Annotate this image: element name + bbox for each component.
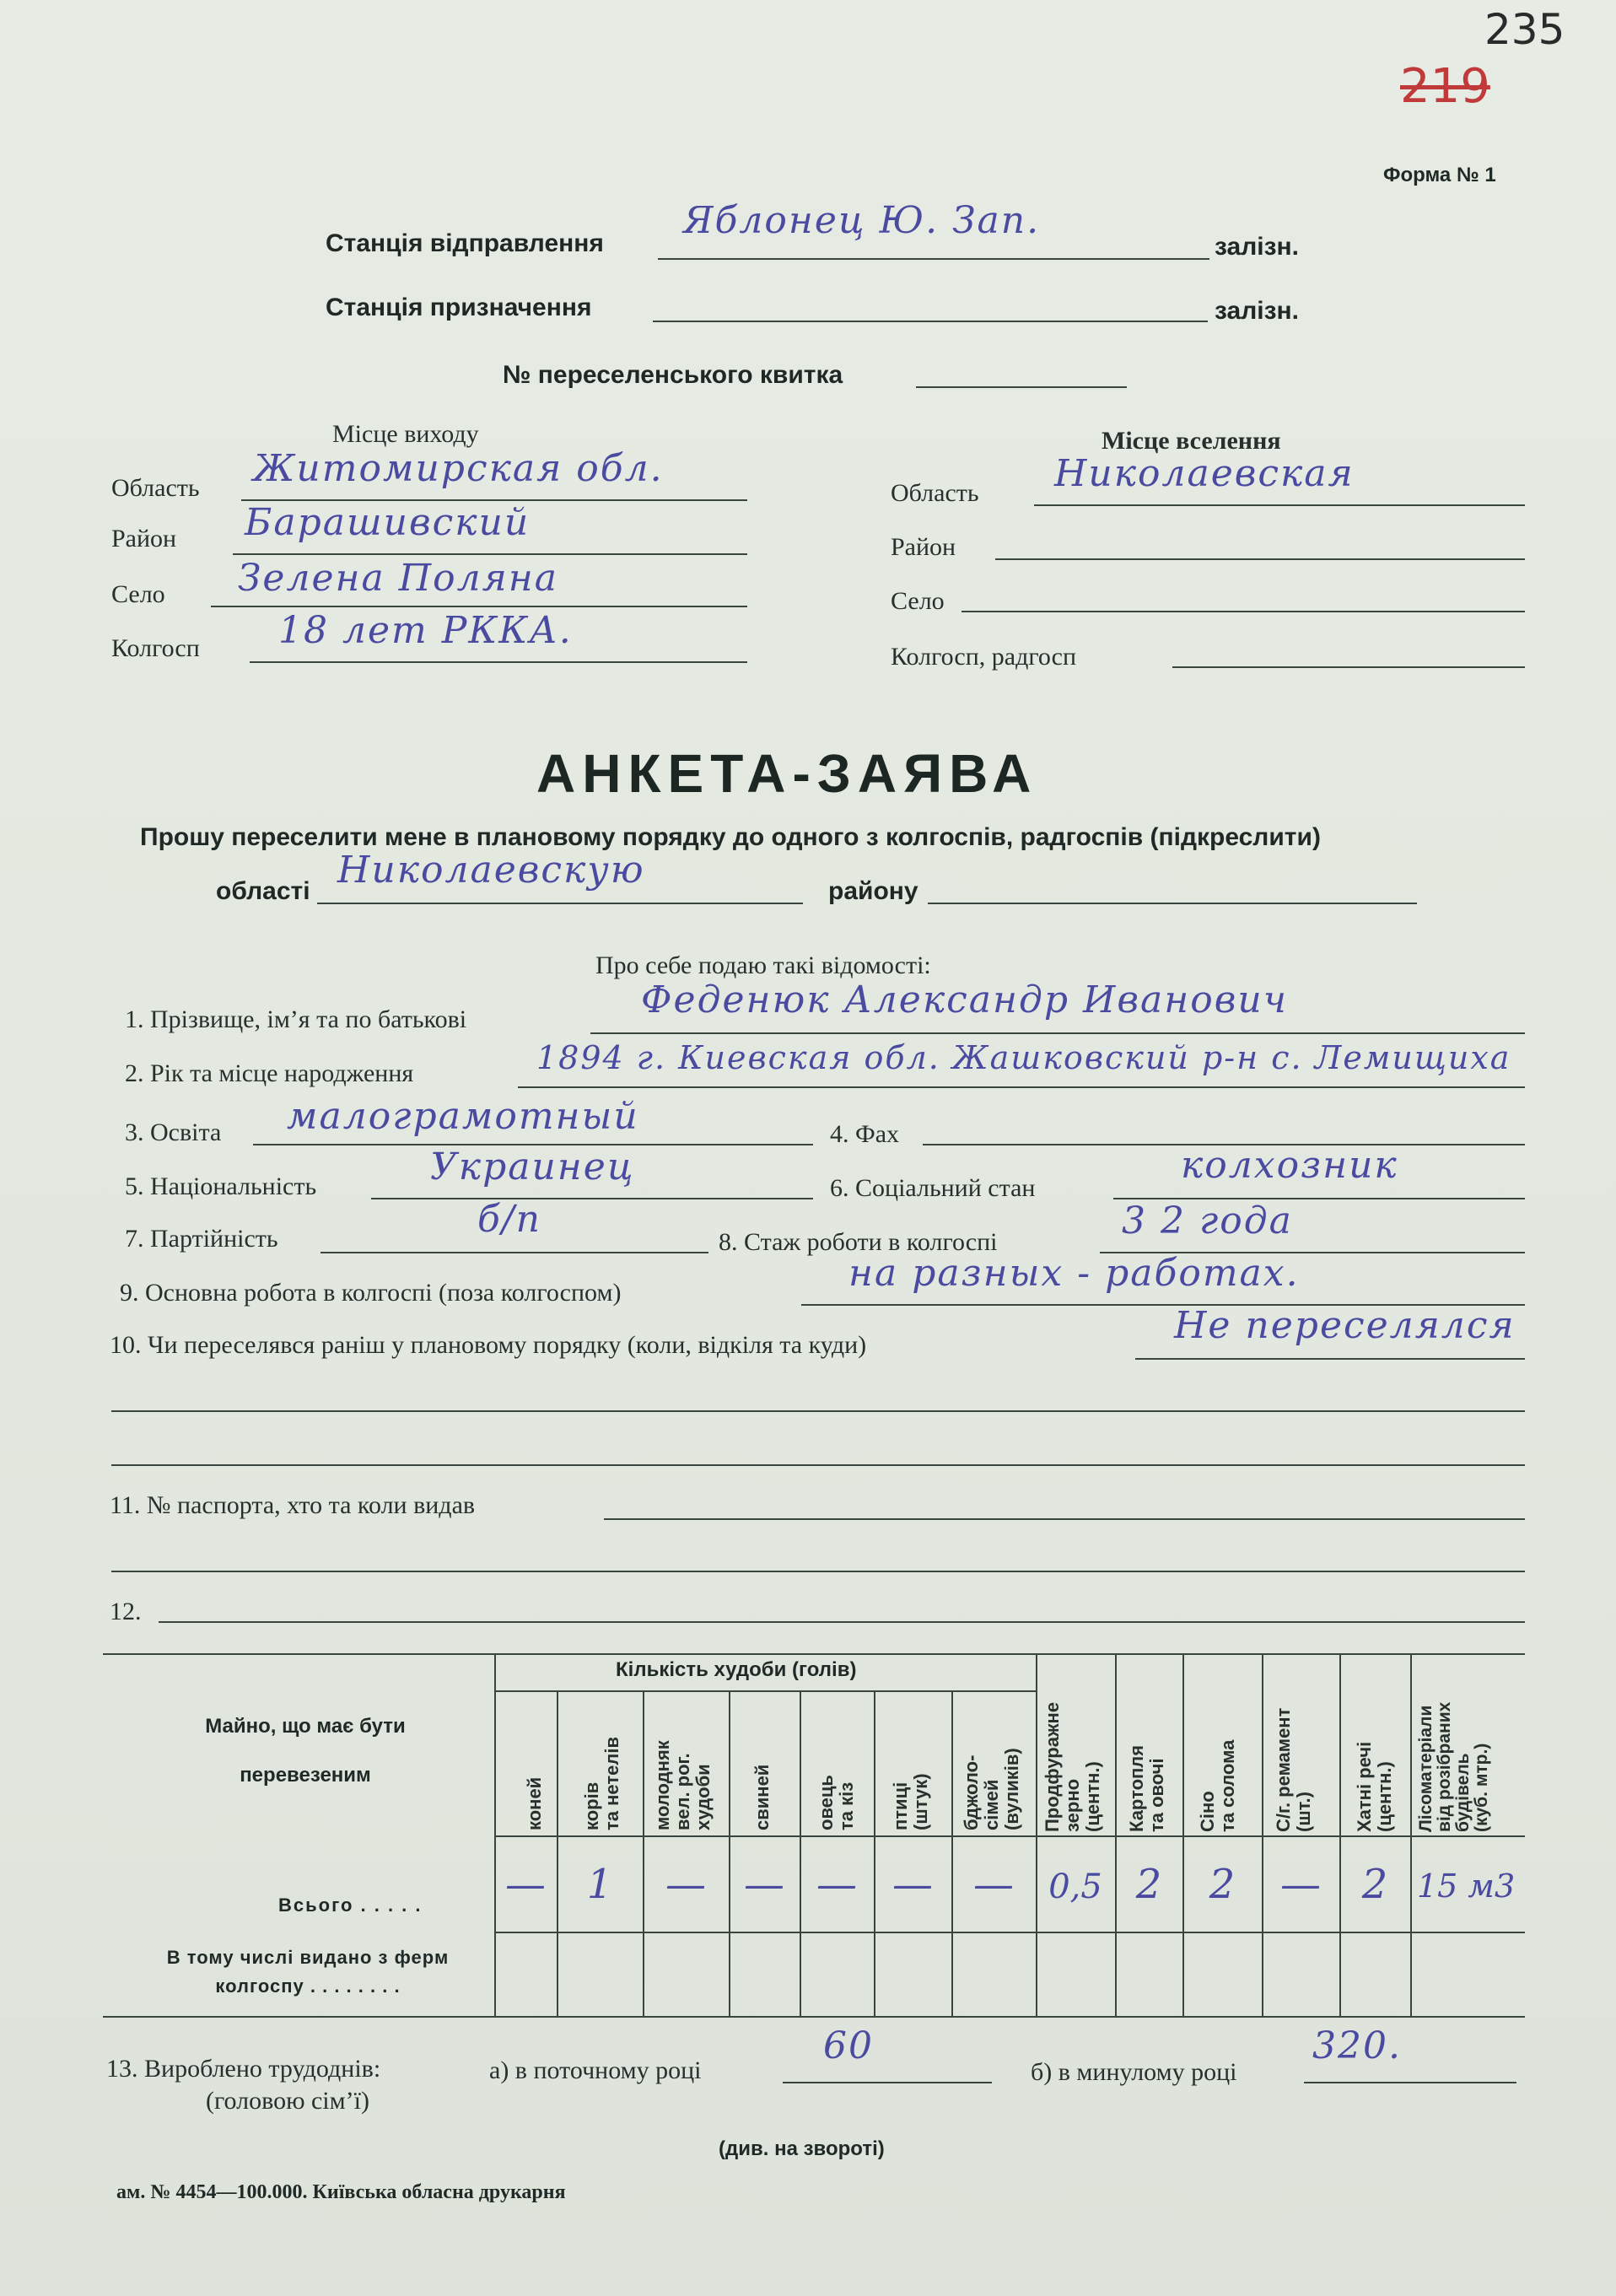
- col-tools: С/г. ремамент (шт.): [1273, 1707, 1314, 1832]
- printer-info: ам. № 4454—100.000. Київська обласна друкарня: [116, 2181, 566, 2203]
- origin-selo-value: Зелена Поляна: [238, 557, 558, 600]
- settlement-oblast-label: Область: [891, 479, 979, 507]
- settlement-kolhosp-label: Колгосп, радгосп: [891, 643, 1077, 671]
- field-5-value: Украинец: [430, 1145, 635, 1188]
- total-label: Всього . . . . .: [278, 1894, 423, 1916]
- col-cows: корів та нетелів: [581, 1737, 622, 1830]
- settlement-heading: Місце вселення: [1102, 427, 1281, 455]
- page-number: 235: [1484, 5, 1565, 54]
- field-3-label: 3. Освіта: [125, 1118, 222, 1146]
- field-10-value: Не переселялся: [1174, 1304, 1516, 1347]
- field-9-value: на разных - работах.: [848, 1252, 1300, 1295]
- ticket-label: № переселенського квитка: [503, 361, 843, 389]
- total-household: 2: [1361, 1861, 1388, 1908]
- field-12-label: 12.: [110, 1598, 142, 1625]
- total-pigs: —: [744, 1861, 784, 1908]
- total-poultry: —: [892, 1861, 933, 1908]
- workdays-last-label: б) в минулому році: [1031, 2058, 1237, 2086]
- property-label: Майно, що має бути перевезеним: [205, 1715, 406, 1787]
- settlement-raion-label: Район: [891, 533, 956, 561]
- total-potatoes: 2: [1135, 1861, 1162, 1908]
- settlement-selo-label: Село: [891, 587, 945, 615]
- field-10-label: 10. Чи переселявся раніш у плановому порядку (коли, відкіля та куди): [110, 1331, 867, 1359]
- total-hay: 2: [1209, 1861, 1236, 1908]
- field-7-label: 7. Партійність: [125, 1225, 278, 1253]
- field-2-value: 1894 г. Киевская обл. Жашковский р-н с. Лемищиха: [536, 1039, 1511, 1076]
- cattle-group-label: Кількість худоби (голів): [616, 1658, 857, 1681]
- request-oblast-label: області: [216, 877, 310, 905]
- see-back-note: (див. на звороті): [719, 2137, 885, 2160]
- departure-label: Станція відправлення: [326, 229, 604, 257]
- destination-label: Станція призначення: [326, 294, 592, 321]
- col-hay: Сіно та солома: [1197, 1739, 1238, 1832]
- total-bees: —: [973, 1861, 1014, 1908]
- field-5-label: 5. Національність: [125, 1172, 317, 1200]
- field-7-value: б/п: [477, 1198, 542, 1241]
- field-2-label: 2. Рік та місце народження: [125, 1059, 414, 1087]
- field-1-value: Феденюк Александр Иванович: [641, 978, 1289, 1021]
- rail-suffix-1: залізн.: [1215, 233, 1299, 261]
- col-grain: Продфуражне зерно (центн.): [1042, 1701, 1103, 1832]
- field-6-label: 6. Соціальний стан: [830, 1174, 1036, 1202]
- total-cows: 1: [586, 1861, 613, 1908]
- workdays-label: 13. Вироблено трудоднів:: [106, 2055, 381, 2083]
- origin-raion-label: Район: [111, 525, 177, 552]
- col-pigs: свиней: [751, 1764, 773, 1830]
- field-6-value: колхозник: [1181, 1144, 1398, 1187]
- field-3-value: малограмотный: [287, 1095, 639, 1138]
- origin-kolhosp-value: 18 лет РККА.: [278, 609, 573, 652]
- field-8-label: 8. Стаж роботи в колгоспі: [719, 1228, 998, 1256]
- workdays-sub-label: (головою сім’ї): [206, 2087, 369, 2115]
- col-poultry: птиці (штук): [890, 1773, 931, 1830]
- field-1-label: 1. Прізвище, ім’я та по батькові: [125, 1005, 467, 1033]
- origin-kolhosp-label: Колгосп: [111, 634, 200, 662]
- departure-value: Яблонец Ю. Зап.: [683, 199, 1041, 242]
- origin-heading: Місце виходу: [332, 420, 479, 448]
- col-sheep: овець та кіз: [816, 1775, 857, 1830]
- workdays-last-value: 320.: [1312, 2024, 1402, 2067]
- col-potatoes: Картопля та овочі: [1126, 1744, 1167, 1832]
- total-young-cattle: —: [665, 1861, 706, 1908]
- origin-raion-value: Барашивский: [245, 501, 531, 544]
- about-heading: Про себе подаю такі відомості:: [595, 951, 931, 979]
- form-label: Форма № 1: [1383, 164, 1496, 186]
- total-timber: 15 м3: [1417, 1868, 1516, 1905]
- rail-suffix-2: залізн.: [1215, 297, 1299, 325]
- col-timber: Лісоматеріали від розібраних будівель (куб. мтр.): [1416, 1701, 1491, 1832]
- workdays-current-value: 60: [823, 2024, 874, 2067]
- request-oblast-value: Николаевскую: [337, 849, 645, 892]
- form-title: АНКЕТА-ЗАЯВА: [536, 743, 1038, 804]
- origin-oblast-value: Житомирская обл.: [253, 447, 664, 490]
- farm-label: В тому числі видано з ферм колгоспу . . . . . . . .: [166, 1947, 450, 1997]
- request-raion-label: району: [828, 877, 918, 905]
- red-page-number: 219: [1400, 59, 1490, 114]
- workdays-current-label: а) в поточному році: [489, 2056, 702, 2084]
- field-8-value: 3 2 года: [1122, 1199, 1293, 1242]
- total-grain: 0,5: [1048, 1868, 1102, 1906]
- col-young-cattle: молодняк вел. рог. худоби: [652, 1740, 714, 1830]
- total-tools: —: [1280, 1861, 1321, 1908]
- col-horses: коней: [524, 1776, 545, 1830]
- col-household: Хатні речі (центн.): [1354, 1741, 1395, 1832]
- field-4-label: 4. Фах: [830, 1120, 900, 1148]
- request-text: Прошу переселити мене в плановому порядку до одного з колгоспів, радгоспів (підкреслити): [140, 823, 1321, 851]
- origin-selo-label: Село: [111, 580, 165, 608]
- origin-oblast-label: Область: [111, 474, 200, 502]
- col-bees: бджоло- сімей (вуликів): [961, 1748, 1022, 1830]
- field-11-label: 11. № паспорта, хто та коли видав: [110, 1491, 476, 1519]
- total-sheep: —: [816, 1861, 857, 1908]
- total-horses: —: [505, 1861, 546, 1908]
- field-9-label: 9. Основна робота в колгоспі (поза колгоспом): [120, 1279, 622, 1307]
- settlement-oblast-value: Николаевская: [1054, 452, 1355, 495]
